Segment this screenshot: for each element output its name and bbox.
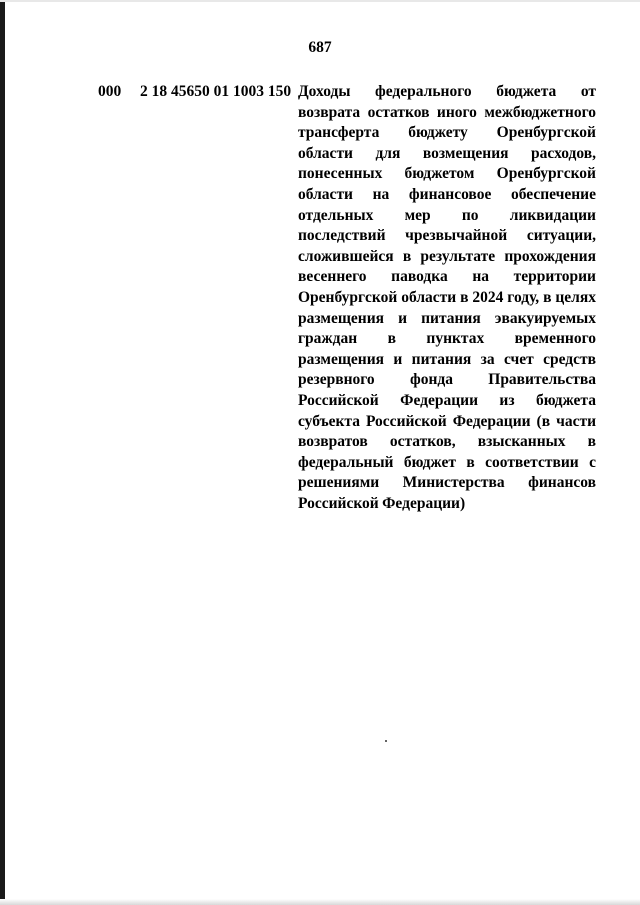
scan-edge-bottom [0, 899, 640, 905]
scan-edge-top [0, 0, 640, 2]
row-description: Доходы федерального бюджета от возврата остатков иного межбюджетного трансферта бюджету Оренбургской области для возмещения расходов, понесенных бюджетом Оренбургской области на финансовое обеспечение отдельных мер по ликвидации последствий чрезвычайной ситуации, сложившейся в результате прохождения весеннего паводка на территории Оренбургской области в 2024 году, в целях размещения и питания эвакуируемых граждан в пунктах временного размещения и питания за счет средств резервного фонда Правительства Российской Федерации из бюджета субъекта Российской Федерации (в части возвратов остатков, взысканных в федеральный бюджет в соответствии с решениями Министерства финансов Российской Федерации) [298, 83, 596, 512]
admin-code: 000 [98, 83, 122, 100]
scan-artifact-dot [385, 740, 387, 742]
page-number: 687 [308, 39, 332, 56]
scan-edge-left [0, 0, 5, 905]
kbk-code: 2 18 45650 01 1003 150 [140, 83, 292, 100]
